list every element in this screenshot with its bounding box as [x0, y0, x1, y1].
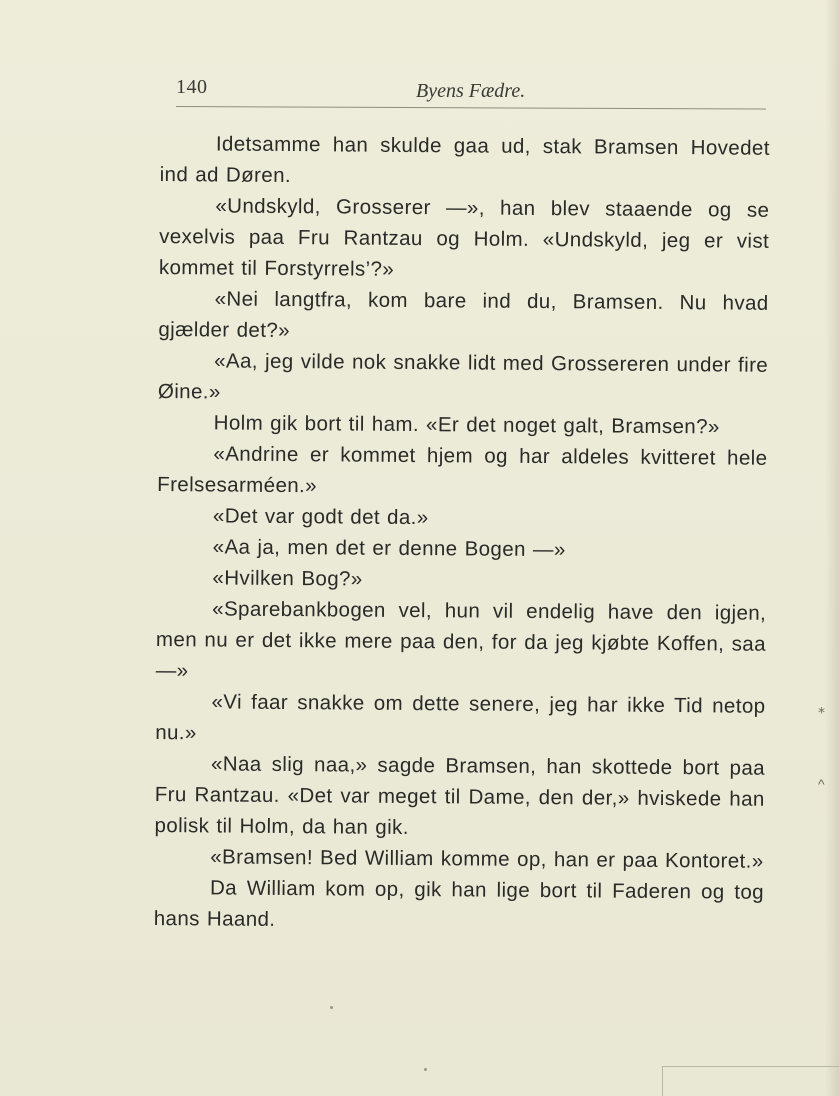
paragraph-11: «Vi faar snakke om dette senere, jeg har ikke Tid netop nu.» [155, 690, 766, 745]
margin-speck-mark: ⁎ [818, 700, 825, 716]
paragraph-3: «Nei langtfra, kom bare ind du, Bramsen. Nu hvad gjælder det?» [158, 287, 769, 343]
paragraph-6: «Andrine er kommet hjem og har aldeles kvitteret hele Frelsesarméen.» [157, 442, 768, 498]
paper-speck [330, 1006, 333, 1009]
page-corner-edge [662, 1066, 839, 1067]
running-title: Byens Fædre. [416, 80, 526, 102]
paragraph-1: Idetsamme han skulde gaa ud, stak Bramsen Hovedet ind ad Døren. [159, 132, 770, 188]
page-number: 140 [176, 76, 208, 98]
paragraph-8: «Aa ja, men det er denne Bogen —» [212, 535, 566, 562]
body-text [154, 128, 770, 939]
paragraph-7: «Det var godt det da.» [212, 504, 429, 530]
paragraph-14: Da William kom op, gik han lige bort til Faderen og tog hans Haand. [153, 876, 765, 931]
margin-caret-mark: ^ [818, 776, 825, 792]
paragraph-10: «Sparebankbogen vel, hun vil endelig have den igjen, men nu er det ikke mere paa den, for da jeg kjøbte Koffen, saa —» [155, 597, 767, 683]
paragraph-5: Holm gik bort til ham. «Er det noget galt, Bramsen?» [213, 411, 720, 439]
paragraph-12: «Naa slig naa,» sagde Bramsen, han skottede bort paa Fru Rantzau. «Det var meget til Dame, den der,» hviskede han polisk til Holm, da han gik. [154, 752, 766, 839]
page-corner-edge [662, 1066, 663, 1096]
paragraph-2: «Undskyld, Grosserer —», han blev staaende og se vexelvis paa Fru Rantzau og Holm. «Undskyld, jeg er vist kommet til Forstyrrels’?» [158, 194, 770, 281]
header-rule [176, 106, 766, 110]
page-edge-shadow [825, 0, 839, 1096]
paragraph-4: «Aa, jeg vilde nok snakke lidt med Grossereren under fire Øine.» [157, 349, 769, 404]
paragraph-13: «Bramsen! Bed William komme op, han er paa Kontoret.» [210, 845, 764, 873]
paragraph-9: «Hvilken Bog?» [212, 566, 363, 591]
paper-speck [424, 1068, 427, 1071]
